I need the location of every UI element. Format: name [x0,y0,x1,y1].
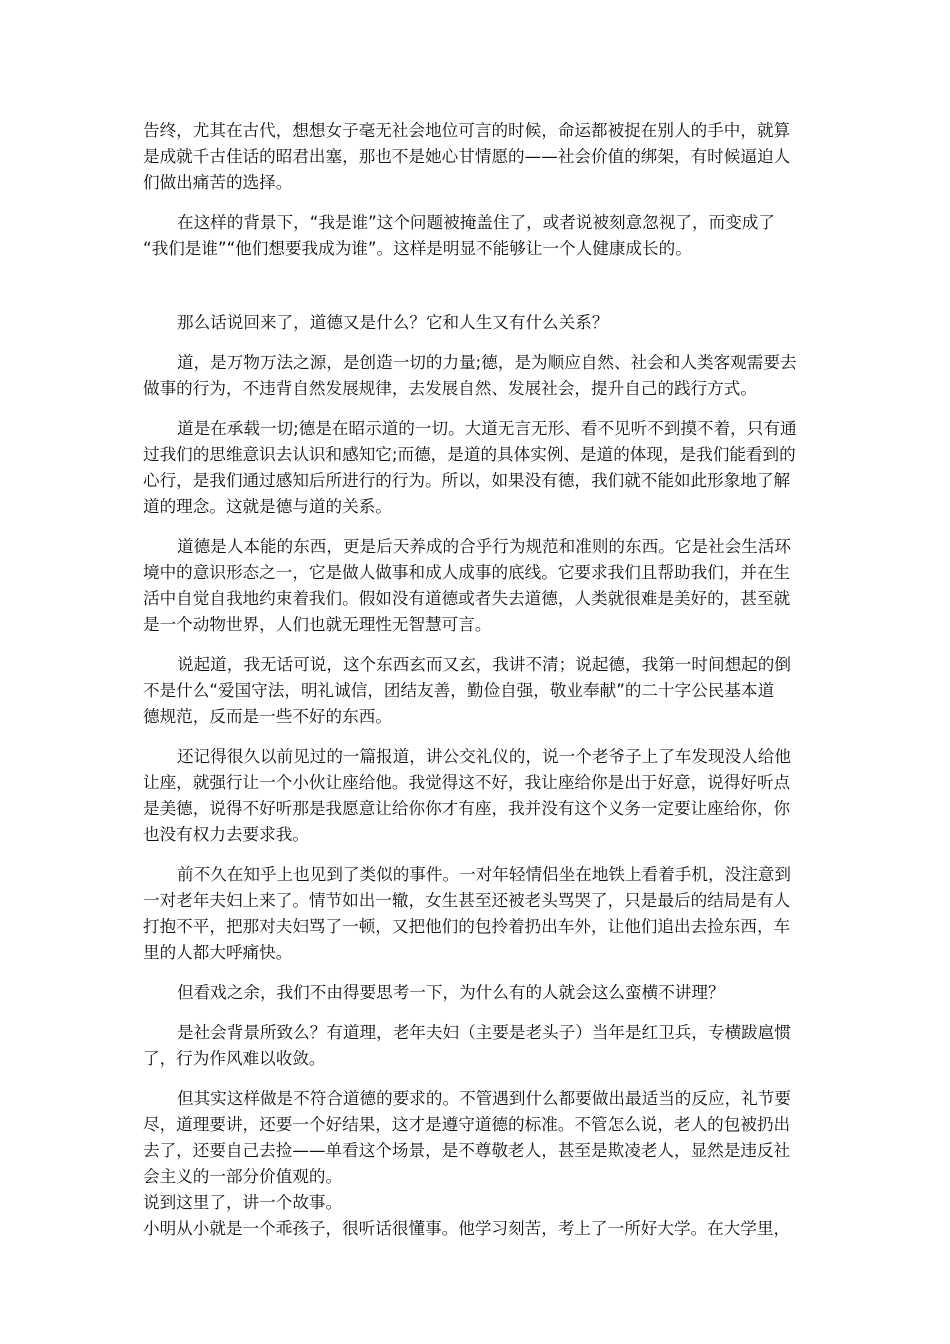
document-page [143,118,811,1242]
paragraph [143,534,811,638]
text-line: 说到这里了，讲一个故事。 [143,1193,343,1212]
text-line: 们做出痛苦的选择。 [143,173,293,192]
text-line: 会主义的一部分价值观的。 [143,1167,343,1186]
paragraph [143,862,811,966]
text-line: 前不久在知乎上也见到了类似的事件。一对年轻情侣坐在地铁上看着手机，没注意到 [177,865,791,884]
text-line: 德规范，反而是一些不好的东西。 [143,707,392,726]
paragraph [143,416,811,520]
paragraph [143,310,811,336]
text-line: 道的理念。这就是德与道的关系。 [143,497,392,516]
text-line: 做事的行为，不违背自然发展规律，去发展自然、发展社会，提升自己的践行方式。 [143,379,757,398]
paragraph [143,1216,811,1242]
paragraph [143,1190,811,1216]
text-line: 了，行为作风难以收敛。 [143,1049,326,1068]
text-line: 也没有权力去要求我。 [143,825,309,844]
paragraph [143,350,811,402]
paragraph [143,980,811,1006]
paragraph [143,1086,811,1190]
paragraph [143,210,811,262]
text-line: 说起道，我无话可说，这个东西玄而又玄，我讲不清；说起德，我第一时间想起的倒 [177,655,791,674]
paragraph [143,1020,811,1072]
paragraph [143,652,811,730]
text-line: “我们是谁”“他们想要我成为谁”。这样是明显不能够让一个人健康成长的。 [143,239,692,258]
paragraph [143,744,811,848]
text-line: 那么话说回来了，道德又是什么？它和人生又有什么关系？ [177,313,609,332]
text-line: 不是什么“爱国守法，明礼诚信，团结友善，勤俭自强，敬业奉献”的二十字公民基本道 [143,681,775,700]
text-line: 道德是人本能的东西，更是后天养成的合乎行为规范和准则的东西。它是社会生活环 [177,537,791,556]
text-line: 是社会背景所致么？有道理，老年夫妇（主要是老头子）当年是红卫兵，专横跋扈惯 [177,1023,791,1042]
text-line: 但看戏之余，我们不由得要思考一下，为什么有的人就会这么蛮横不讲理？ [177,983,725,1002]
text-line: 过我们的思维意识去认识和感知它;而德，是道的具体实例、是道的体现，是我们能看到的 [143,445,796,464]
text-line: 是美德，说得不好听那是我愿意让给你你才有座，我并没有这个义务一定要让座给你，你 [143,799,791,818]
text-line: 活中自觉自我地约束着我们。假如没有道德或者失去道德，人类就很难是美好的，甚至就 [143,589,791,608]
text-line: 是一个动物世界，人们也就无理性无智慧可言。 [143,615,492,634]
text-line: 告终，尤其在古代，想想女子毫无社会地位可言的时候，命运都被捉在别人的手中，就算 [143,121,791,140]
text-line: 道是在承载一切;德是在昭示道的一切。大道无言无形、看不见听不到摸不着，只有通 [177,419,797,438]
text-line: 去了，还要自己去捡——单看这个场景，是不尊敬老人，甚至是欺凌老人，显然是违反社 [143,1141,791,1160]
text-line: 打抱不平，把那对夫妇骂了一顿，又把他们的包拎着扔出车外，让他们追出去捡东西，车 [143,917,791,936]
text-line: 让座，就强行让一个小伙让座给他。我觉得这不好，我让座给你是出于好意，说得好听点 [143,773,791,792]
text-line: 境中的意识形态之一，它是做人做事和成人成事的底线。它要求我们且帮助我们，并在生 [143,563,791,582]
text-line: 道，是万物万法之源，是创造一切的力量;德，是为顺应自然、社会和人类客观需要去 [177,353,797,372]
text-line: 但其实这样做是不符合道德的要求的。不管遇到什么都要做出最适当的反应，礼节要 [177,1089,791,1108]
text-line: 还记得很久以前见过的一篇报道，讲公交礼仪的，说一个老爷子上了车发现没人给他 [177,747,791,766]
paragraph [143,118,811,196]
text-line: 心行，是我们通过感知后所进行的行为。所以，如果没有德，我们就不能如此形象地了解 [143,471,791,490]
text-line: 尽，道理要讲，还要一个好结果，这才是遵守道德的标准。不管怎么说，老人的包被扔出 [143,1115,791,1134]
text-line: 是成就千古佳话的昭君出塞，那也不是她心甘情愿的——社会价值的绑架，有时候逼迫人 [143,147,791,166]
text-line: 在这样的背景下，“我是谁”这个问题被掩盖住了，或者说被刻意忽视了，而变成了 [177,213,775,232]
text-line: 一对老年夫妇上来了。情节如出一辙，女生甚至还被老头骂哭了，只是最后的结局是有人 [143,891,791,910]
text-line: 小明从小就是一个乖孩子，很听话很懂事。他学习刻苦，考上了一所好大学。在大学里， [143,1219,791,1238]
text-line: 里的人都大呼痛快。 [143,943,293,962]
